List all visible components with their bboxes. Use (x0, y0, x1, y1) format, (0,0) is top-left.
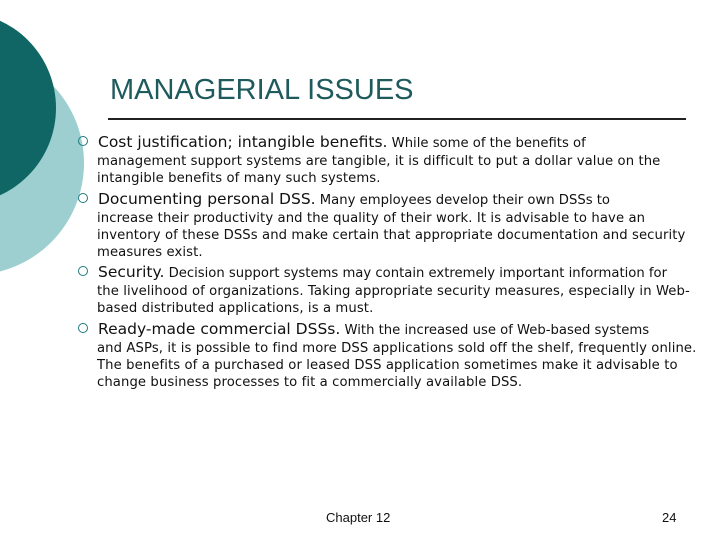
footer-page-number: 24 (662, 510, 677, 525)
bullet-lead-text: Decision support systems may contain extremely important information for (164, 266, 668, 281)
title-underline (108, 118, 686, 120)
bullet-body-text: management support systems are tangible, it is difficult to put a dollar value on the intangible benefits of many such systems. (97, 154, 661, 186)
bullet-heading: Security. (98, 263, 165, 281)
footer-chapter: Chapter 12 (326, 510, 391, 525)
bullet-lead-text: With the increased use of Web-based systems (340, 323, 650, 338)
bullet-item (78, 133, 710, 187)
bullet-ring-icon (78, 323, 88, 333)
slide-title: MANAGERIAL ISSUES (110, 74, 414, 106)
bullet-lead-text: Many employees develop their own DSSs to (315, 193, 610, 208)
bullet-body-text: increase their productivity and the quality of their work. It is advisable to have an inventory of these DSSs and make certain that appropriate documentation and security measures exist. (97, 211, 686, 260)
bullet-item (78, 190, 710, 261)
bullet-ring-icon (78, 193, 88, 203)
bullet-body-text: the livelihood of organizations. Taking appropriate security measures, especially in Web-based distributed applications, is a must. (97, 284, 690, 316)
bullet-lead-text: While some of the benefits of (387, 136, 586, 151)
bullet-item (78, 263, 710, 317)
bullet-ring-icon (78, 266, 88, 276)
bullet-heading: Cost justification; intangible benefits. (98, 133, 388, 151)
bullet-ring-icon (78, 136, 88, 146)
bullet-body-text: and ASPs, it is possible to find more DSS applications sold off the shelf, frequently online. The benefits of a purchased or leased DSS application sometimes make it advisable to change business processes to fit a commercially available DSS. (97, 341, 697, 390)
bullet-item (78, 320, 710, 391)
bullet-heading: Documenting personal DSS. (98, 190, 316, 208)
bullet-heading: Ready-made commercial DSSs. (98, 320, 341, 338)
